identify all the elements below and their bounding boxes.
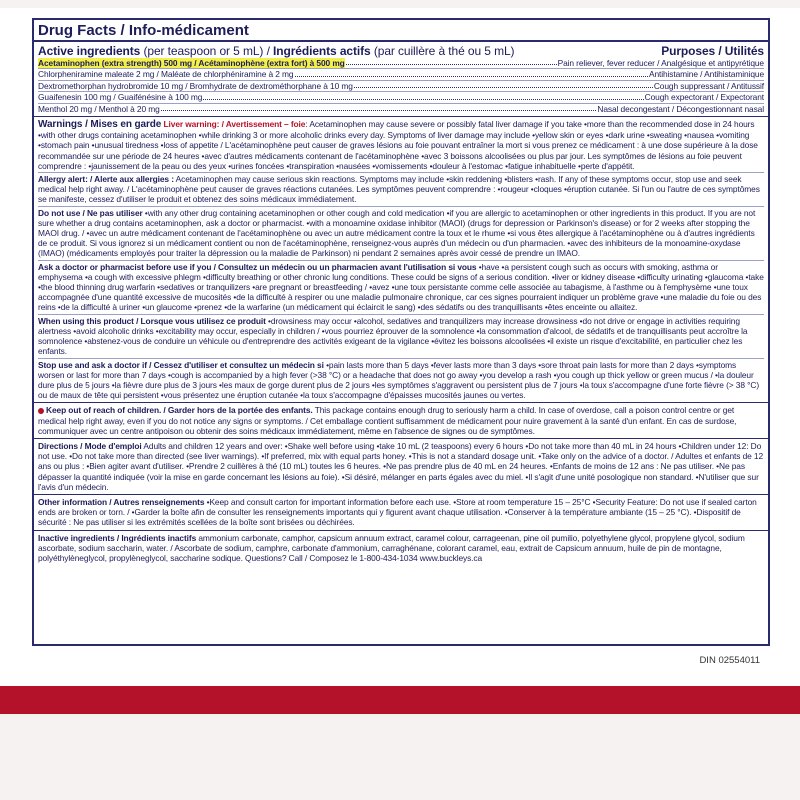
when-using-text: •drowsiness may occur •alcohol, sedatives and tranquilizers may increase drowsiness •do not drive or engage in activities requiring alertness •avoid alcoholic drinks •excitability may occur, especially in children / •vous pourriez éprouver de la somnolence •la consommation d'alcool, de sédatifs et de tranquillisants peut accroître la somnolence •abstenez-vous de conduire un véhicule ou d'entreprendre des activités exigeant de la vigilance •évitez les boissons alcoolisées •il existe un risque d'excitabilité, en particulier chez les enfants. bbox=[38, 315, 748, 357]
drug-facts-title: Drug Facts / Info-médicament bbox=[34, 20, 768, 42]
when-using-label: When using this product / Lorsque vous utilisez ce produit bbox=[38, 315, 266, 326]
other-information-section bbox=[34, 495, 768, 531]
ingredient-purpose: Pain reliever, fever reducer / Analgésique et antipyrétique bbox=[557, 58, 764, 68]
ingredient-name: Guaifenesin 100 mg / Guaifénésine à 100 mg bbox=[38, 92, 203, 103]
warnings-section bbox=[34, 117, 768, 403]
ingredient-row bbox=[38, 58, 764, 69]
allergy-alert-text: Acetaminophen may cause serious skin reactions. Symptoms may include •skin reddening •blisters •rash. If any of these symptoms occur, stop use and seek medical help right away. / L'acétaminophène peut causer de graves réactions cutanées. Les symptômes peuvent comprendre : •rougeur •cloques •éruption cutanée. Si l'un ou l'autre de ces symptômes se manifeste, cessez d'utiliser le produit et obtenez des soins médicaux immédiatement. bbox=[38, 174, 760, 205]
warnings-heading: Warnings / Mises en garde bbox=[38, 119, 162, 131]
inactive-ingredients-label: Inactive ingredients / Ingrédients inactifs bbox=[38, 532, 197, 543]
drug-facts-panel bbox=[32, 18, 770, 646]
din-number: DIN 02554011 bbox=[699, 655, 760, 666]
active-ingredients-section bbox=[34, 42, 768, 117]
do-not-use bbox=[38, 206, 764, 259]
allergy-alert-label: Allergy alert: / Alerte aux allergies : bbox=[38, 174, 174, 185]
ingredient-purpose: Antihistamine / Antihistaminique bbox=[648, 69, 764, 80]
ask-doctor bbox=[38, 260, 764, 313]
stop-use bbox=[38, 358, 764, 401]
red-bottom-bar bbox=[0, 686, 800, 714]
other-information-text: •Keep and consult carton for important information before each use. •Store at room temperature 15 – 25°C •Security Feature: Do not use if sealed carton ends are broken or torn. / •Garder la boîte afin de consulter les renseignements importants qui y figurent avant chaque utilisation. •Conserver à la température ambiante (15 – 25 °C). •Dispositif de sécurité : Ne pas utiliser si les extrémités scellées de la boîte sont brisées ou déchirées. bbox=[38, 496, 757, 528]
directions-label: Directions / Mode d'emploi bbox=[38, 440, 142, 451]
red-bullet-icon bbox=[38, 408, 44, 414]
liver-warning-label: Liver warning: / Avertissement – foie bbox=[163, 119, 306, 130]
keep-out-section bbox=[34, 403, 768, 439]
do-not-use-label: Do not use / Ne pas utiliser bbox=[38, 207, 143, 218]
inactive-ingredients-section bbox=[34, 531, 768, 566]
ingredient-row bbox=[38, 69, 764, 80]
ingredient-purpose: Cough suppressant / Antitussif bbox=[653, 80, 764, 91]
keep-out-text: This package contains enough drug to seriously harm a child. In case of overdose, call a poison control centre or get medical help right away, even if you do not notice any signs or symptoms. / Cet emballage contient suffisamment de médicament pour nuire gravement à la santé d'un enfant. En cas de surdose, communiquer avec un centre antipoison ou obtenir des soins médicaux immédiatement, même en l'absence de signes ou de symptômes. bbox=[38, 405, 737, 436]
stop-use-label: Stop use and ask a doctor if / Cessez d'utiliser et consultez un médecin si bbox=[38, 359, 324, 370]
active-ingredients-heading: Active ingredients (per teaspoon or 5 mL) / Ingrédients actifs (par cuillère à thé ou 5 mL) bbox=[38, 44, 515, 58]
ingredient-purpose: Cough expectorant / Expectorant bbox=[644, 92, 764, 103]
ingredient-row bbox=[38, 92, 764, 103]
ingredient-purpose: Nasal decongestant / Décongestionnant nasal bbox=[597, 103, 764, 114]
top-background-strip bbox=[0, 0, 800, 8]
ingredient-name: Menthol 20 mg / Menthol à 20 mg bbox=[38, 103, 160, 114]
liver-warning-text: : Acetaminophen may cause severe or possibly fatal liver damage if you take •more than the recommended dose in 24 hours •with other drugs containing acetaminophen •while drinking 3 or more alcoholic drinks every day. Symptoms of liver damage may include •yellow skin or eyes •dark urine •sweating •nausea •vomiting •stomach pain •unusual tiredness •loss of appetite / L'acétaminophène peut causer de graves lésions au foie pouvant entraîner la mort si vous prenez ce médicament : à une dose supérieure à la dose recommandée sur une période de 24 heures •avec d'autres médicaments contenant de l'acétaminophène •avec 3 boissons alcoolisées ou plus par jour. Les symptômes de lésions au foie peuvent comprendre : •jaunissement de la peau ou des yeux •urines foncées •transpiration •nausées •vomissements •douleur à l'estomac •fatigue inhabituelle •perte d'appétit. bbox=[38, 119, 758, 171]
ask-doctor-label: Ask a doctor or pharmacist before use if you / Consultez un médecin ou un pharmacien avant l'utilisation si vous bbox=[38, 261, 477, 272]
ingredient-name: Acetaminophen (extra strength) 500 mg / Acétaminophène (extra fort) à 500 mg bbox=[38, 58, 345, 68]
do-not-use-text: •with any other drug containing acetaminophen or other cough and cold medication •if you are allergic to acetaminophen or other ingredients in this product. If you are not sure whether a drug contains acetaminophen, ask a doctor or pharmacist. •with a monoamine oxidase inhibitor (MAOI) (drugs for depression or Parkinson's disease) or for 2 weeks after stopping the MAOI drug. / •avec un autre médicament contenant de l'acétaminophène ou avec un autre médicament contre la toux et le rhume •si vous êtes allergique à l'acétaminophène ou à d'autres ingrédients de ce produit. Si vous ignorez si un médicament contient ou non de l'acétaminophène, renseignez-vous auprès d'un médecin ou d'un pharmacien. •avec des inhibiteurs de la monoamine-oxydase (IMAO) (médicaments employés pour traiter la dépression ou la maladie de Parkinson) ni pendant 2 semaines après avoir cessé de prendre un IMAO. bbox=[38, 207, 756, 259]
active-ingredients-header bbox=[38, 44, 764, 58]
directions-section bbox=[34, 439, 768, 495]
inactive-ingredients-text: ammonium carbonate, camphor, capsicum annuum extract, caramel colour, carrageenan, pine oil pumilio, polyethylene glycol, propylene glycol, sodium ascorbate, sodium saccharin, water. / Ascorbate de sodium, camphre, carbonate d'ammonium, carraghénane, colorant caramel, eau, extrait de Capsicum annuum, huile de pin de montagne, polyéthylèneglycol, propylèneglycol, saccharine sodique. Questions? Call / Composez le 1-800-434-1034 www.buckleys.ca bbox=[38, 532, 745, 563]
keep-out-label: Keep out of reach of children. / Garder hors de la portée des enfants. bbox=[46, 405, 313, 416]
ask-doctor-text: •have •a persistent cough such as occurs with smoking, asthma or emphysema •a cough with excessive phlegm •difficulty breathing or other chronic lung conditions. These could be signs of a serious condition. •liver or kidney disease •difficulty urinating •glaucoma •take •the blood thinning drug warfarin •sedatives or tranquilizers •are pregnant or breastfeeding / •avez •une toux persistante comme celle associée au tabagisme, à l'asthme ou à l'emphysème •une toux accompagnée d'une quantité excessive de mucosités •de la difficulté à respirer ou une maladie pulmonaire chronique, car ces signes pourraient indiquer un problème grave •une maladie du foie ou des reins •de la difficulté à uriner •un glaucome •prenez •de la warfarine (un médicament qui éclaircit le sang) •des sédatifs ou des tranquillisants •êtes enceinte ou allaitez. bbox=[38, 261, 764, 313]
bottom-background bbox=[0, 714, 800, 800]
liver-warning bbox=[38, 119, 764, 171]
purposes-heading: Purposes / Utilités bbox=[661, 44, 764, 58]
ingredient-name: Dextromethorphan hydrobromide 10 mg / Bromhydrate de dextrométhorphane à 10 mg bbox=[38, 80, 353, 91]
ingredient-name: Chlorpheniramine maleate 2 mg / Maléate de chlorphéniramine à 2 mg bbox=[38, 69, 294, 80]
stop-use-text: •pain lasts more than 5 days •fever lasts more than 3 days •sore throat pain lasts for more than 2 days •symptoms worsen or last for more than 7 days •cough is accompanied by a high fever (>38 °C) or a headache that does not go away •you develop a rash •you cough up thick yellow or green mucus / •la douleur dure plus de 5 jours •la fièvre dure plus de 3 jours •les maux de gorge durent plus de 2 jours •les symptômes s'aggravent ou persistent plus de 7 jours •la toux s'accompagne d'une forte fièvre (> 38 °C) ou de maux de tête qui persistent •vous présentez une éruption cutanée •la toux s'accompagne d'épaisses mucosités jaunes ou vertes. bbox=[38, 359, 760, 401]
when-using bbox=[38, 314, 764, 357]
allergy-alert bbox=[38, 172, 764, 205]
ingredient-row bbox=[38, 81, 764, 92]
other-information-label: Other information / Autres renseignements bbox=[38, 496, 205, 507]
directions-text: Adults and children 12 years and over: •Shake well before using •take 10 mL (2 teaspoons) every 6 hours •Do not take more than 40 mL in 24 hours •Children under 12: Do not use. •Do not take more than directed (see liver warnings). •If preferred, mix with equal parts honey. •This is not a standard dosage unit. •Take only on the advice of a doctor. / Adultes et enfants de 12 ans ou plus : •Bien agiter avant d'utiliser. •Prendre 2 cuillères à thé (10 mL) toutes les 6 heures. •Ne pas prendre plus de 40 mL en 24 heures. •Enfants de moins de 12 ans : Ne pas utiliser. •Ne pas dépasser la quantité indiquée (voir la mise en garde concernant les lésions au foie). •Si désiré, mélanger en parts égales avec du miel. •Il s'agit d'une unité posologique non standard. •N'utiliser que sur l'avis d'un médecin. bbox=[38, 440, 764, 492]
ingredient-row bbox=[38, 104, 764, 114]
